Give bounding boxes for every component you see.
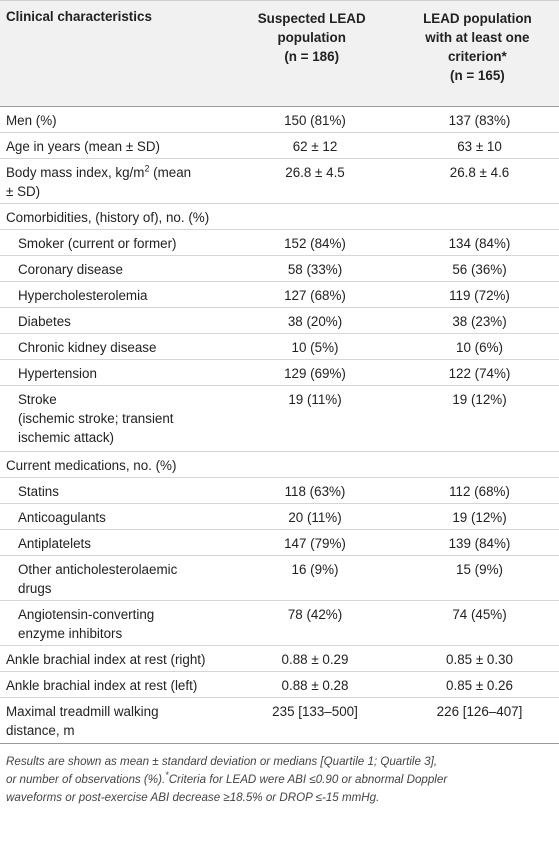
value-suspected: 0.88 ± 0.29 xyxy=(281,652,349,667)
value-lead: 119 (72%) xyxy=(449,288,510,303)
value-lead: 26.8 ± 4.6 xyxy=(449,165,510,180)
table-row xyxy=(0,672,559,698)
value-lead: 112 (68%) xyxy=(449,484,510,499)
header-characteristics: Clinical characteristics xyxy=(6,9,152,24)
label-text: (mean xyxy=(149,165,192,180)
row-label xyxy=(0,702,230,740)
table-row xyxy=(0,530,559,556)
value-suspected: 129 (69%) xyxy=(284,366,346,381)
value-suspected: 147 (79%) xyxy=(284,536,346,551)
table-row xyxy=(0,478,559,504)
table-footnote xyxy=(0,743,559,807)
row-label: Antiplatelets xyxy=(18,536,91,551)
row-label xyxy=(0,390,230,447)
label-superscript: 2 xyxy=(144,163,150,174)
value-lead: 0.85 ± 0.30 xyxy=(446,652,513,667)
value-suspected: 62 ± 12 xyxy=(292,139,338,154)
label-line: Angiotensin-converting xyxy=(18,607,155,622)
section-row xyxy=(0,452,559,478)
row-label: Coronary disease xyxy=(18,262,123,277)
row-label: Chronic kidney disease xyxy=(18,340,157,355)
footnote-line xyxy=(6,771,553,789)
table-row xyxy=(0,698,559,743)
row-label: Smoker (current or former) xyxy=(18,236,177,251)
value-lead: 15 (9%) xyxy=(456,562,503,577)
footnote-asterisk: * xyxy=(165,770,169,781)
value-lead: 10 (6%) xyxy=(456,340,503,355)
value-lead: 134 (84%) xyxy=(448,236,511,251)
value-lead: 139 (84%) xyxy=(448,536,511,551)
value-suspected: 0.88 ± 0.28 xyxy=(281,678,349,693)
table-row xyxy=(0,282,559,308)
value-suspected: 152 (84%) xyxy=(284,236,346,251)
table-row xyxy=(0,133,559,159)
header-line: Suspected LEAD xyxy=(257,11,366,26)
label-line: enzyme inhibitors xyxy=(18,626,123,641)
table-row xyxy=(0,646,559,672)
value-lead: 0.85 ± 0.26 xyxy=(446,678,513,693)
value-suspected: 235 [133–500] xyxy=(272,704,358,719)
label-line: drugs xyxy=(18,581,52,596)
row-label: Hypertension xyxy=(18,366,97,381)
value-suspected: 19 (11%) xyxy=(288,392,342,407)
label-line: ischemic attack) xyxy=(18,430,114,445)
section-row xyxy=(0,204,559,230)
header-suspected-population xyxy=(228,9,396,106)
label-line: distance, m xyxy=(6,723,75,738)
footnote-line: Results are shown as mean ± standard deviation or medians [Quartile 1; Quartile 3], xyxy=(6,755,438,768)
row-label: Ankle brachial index at rest (left) xyxy=(6,678,198,693)
label-line: Maximal treadmill walking xyxy=(6,704,159,719)
value-lead: 63 ± 10 xyxy=(457,139,502,154)
table-row xyxy=(0,360,559,386)
section-label: Comorbidities, (history of), no. (%) xyxy=(6,210,210,225)
label-text: Body mass index, kg/m xyxy=(6,165,145,180)
table-row xyxy=(0,601,559,646)
row-label: Men (%) xyxy=(6,113,57,128)
row-label: Ankle brachial index at rest (right) xyxy=(6,652,206,667)
header-line: with at least one xyxy=(425,30,530,45)
value-suspected: 78 (42%) xyxy=(287,607,343,622)
row-label: Anticoagulants xyxy=(18,510,106,525)
value-lead: 19 (12%) xyxy=(452,510,507,525)
header-line: LEAD population xyxy=(423,11,532,26)
label-line: Other anticholesterolaemic xyxy=(18,562,178,577)
value-lead: 56 (36%) xyxy=(452,262,507,277)
value-suspected: 38 (20%) xyxy=(287,314,343,329)
table-row xyxy=(0,230,559,256)
section-label: Current medications, no. (%) xyxy=(6,458,177,473)
header-lead-population xyxy=(396,9,559,106)
footnote-text: or number of observations (%). xyxy=(6,773,166,786)
header-line: (n = 165) xyxy=(450,68,505,83)
value-lead: 19 (12%) xyxy=(452,392,507,407)
value-suspected: 118 (63%) xyxy=(284,484,346,499)
footnote-text: Criteria for LEAD were ABI ≤0.90 or abnormal Doppler xyxy=(168,773,448,786)
row-label xyxy=(0,605,230,643)
label-line: ± SD) xyxy=(6,184,41,199)
value-lead: 137 (83%) xyxy=(448,113,511,128)
value-suspected: 150 (81%) xyxy=(284,113,346,128)
value-suspected: 10 (5%) xyxy=(291,340,339,355)
footnote-line: waveforms or post-exercise ABI decrease ≥18.5% or DROP ≤-15 mmHg. xyxy=(6,791,380,804)
header-line: population xyxy=(277,30,346,45)
value-suspected: 127 (68%) xyxy=(284,288,346,303)
row-label: Diabetes xyxy=(18,314,71,329)
table-row xyxy=(0,504,559,530)
table-row xyxy=(0,159,559,204)
table-row xyxy=(0,107,559,133)
table-row xyxy=(0,386,559,452)
table-row xyxy=(0,256,559,282)
table-row xyxy=(0,556,559,601)
table-body xyxy=(0,107,559,743)
table-header xyxy=(0,0,559,107)
label-line: (ischemic stroke; transient xyxy=(18,411,174,426)
label-line: Stroke xyxy=(18,392,57,407)
row-label: Age in years (mean ± SD) xyxy=(6,139,160,154)
table-row xyxy=(0,334,559,360)
header-line: criterion* xyxy=(447,49,507,64)
value-lead: 226 [126–407] xyxy=(436,704,523,719)
value-suspected: 16 (9%) xyxy=(291,562,339,577)
value-lead: 38 (23%) xyxy=(452,314,507,329)
header-line: (n = 186) xyxy=(284,49,340,64)
value-lead: 122 (74%) xyxy=(448,366,511,381)
value-lead: 74 (45%) xyxy=(452,607,507,622)
value-suspected: 20 (11%) xyxy=(288,510,342,525)
row-label xyxy=(0,560,230,598)
value-suspected: 58 (33%) xyxy=(287,262,343,277)
value-suspected: 26.8 ± 4.5 xyxy=(285,165,345,180)
row-label: Statins xyxy=(18,484,59,499)
row-label xyxy=(0,163,230,201)
row-label: Hypercholesterolemia xyxy=(18,288,148,303)
table-row xyxy=(0,308,559,334)
